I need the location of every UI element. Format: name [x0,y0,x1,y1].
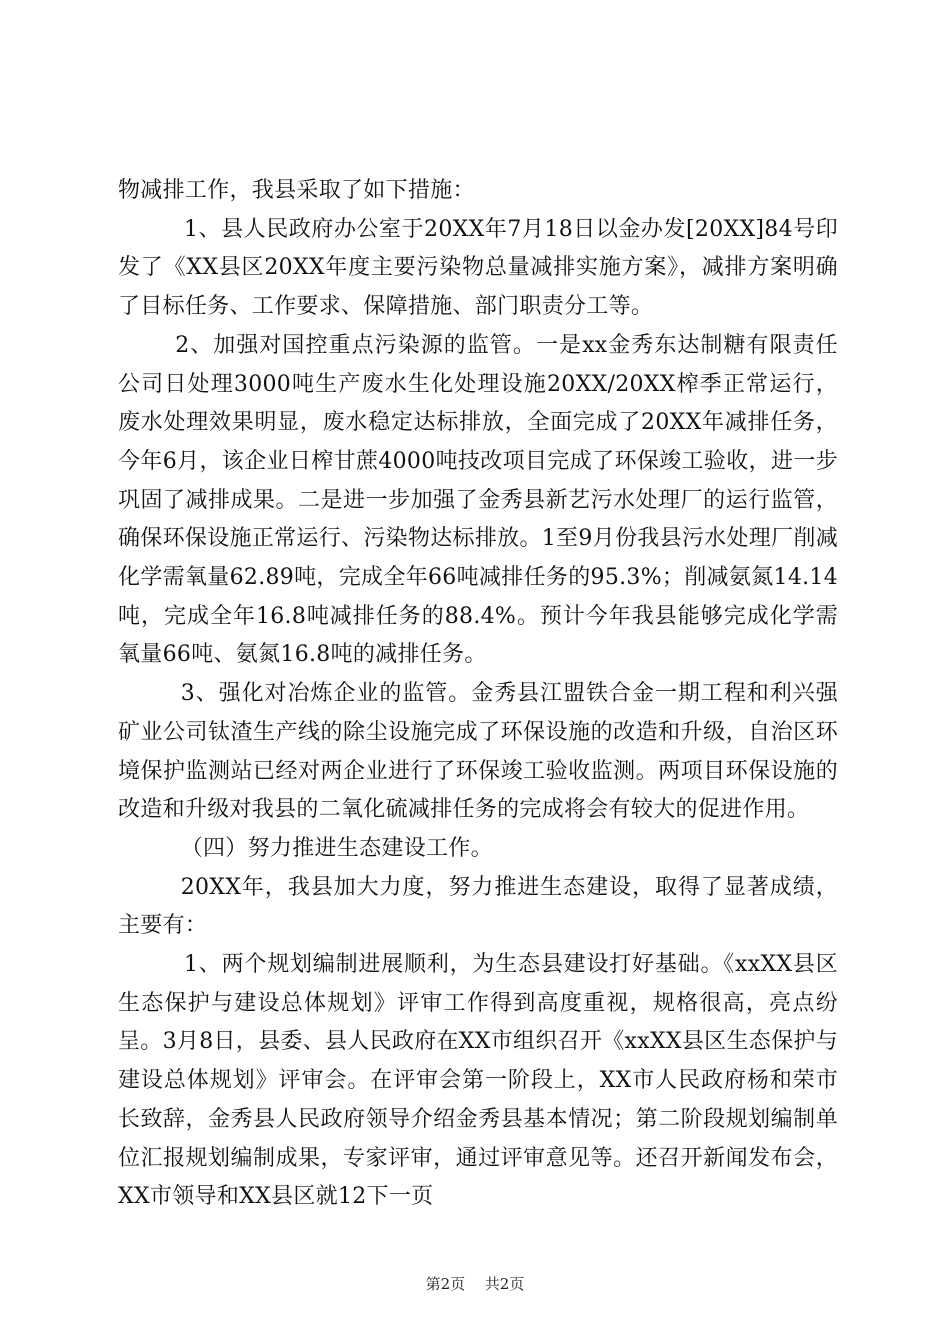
paragraph-continuation: 物减排工作，我县采取了如下措施： [118,178,475,203]
paragraph-item-2: 2、加强对国控重点污染源的监管。一是xx金秀东达制糖有限责任公司日处理3000吨生产废水生化处理设施20XX/20XX榨季正常运行，废水处理效果明显，废水稳定达标排放，全面完成了20XX年减排任务，今年6月，该企业日榨甘蔗4000吨技改项目完成了环保竣工验收，进一步巩固了减排成果。二是进一步加强了金秀县新艺污水处理厂的运行监管，确保环保设施正常运行、污染物达标排放。1至9月份我县污水处理厂削减化学需氧量62.89吨，完成全年66吨减排任务的95.3%；削减氨氮14.14吨，完成全年16.8吨减排任务的88.4%。预计今年我县能够完成化学需氧量66吨、氨氮16.8吨的减排任务。 [118,332,839,668]
document-body [118,172,838,1217]
page-number-total: 共2页 [484,1275,525,1293]
page-footer [0,1274,950,1294]
paragraph-item-1: 1、县人民政府办公室于20XX年7月18日以金办发[20XX]84号印发了《XX县区20XX年度主要污染物总量减排实施方案》，减排方案明确了目标任务、工作要求、保障措施、部门职责分工等。 [118,216,838,320]
paragraph-intro: 20XX年，我县加大力度，努力推进生态建设，取得了显著成绩，主要有： [118,874,838,939]
paragraph-plan-item-1: 1、两个规划编制进展顺利，为生态县建设打好基础。《xxXX县区生态保护与建设总体规划》评审工作得到高度重视，规格很高，亮点纷呈。3月8日，县委、县人民政府在XX市组织召开《xxXX县区生态保护与建设总体规划》评审会。在评审会第一阶段上，XX市人民政府杨和荣市长致辞，金秀县人民政府领导介绍金秀县基本情况；第二阶段规划编制单位汇报规划编制成果，专家评审，通过评审意见等。还召开新闻发布会，XX市领导和XX县区就12下一页 [118,952,838,1210]
section-heading-four: （四）努力推进生态建设工作。 [180,835,493,861]
paragraph-item-3: 3、强化对冶炼企业的监管。金秀县江盟铁合金一期工程和利兴强矿业公司钛渣生产线的除尘设施完成了环保设施的改造和升级，自治区环境保护监测站已经对两企业进行了环保竣工验收监测。两项目环保设施的改造和升级对我县的二氧化硫减排任务的完成将会有较大的促进作用。 [118,681,838,823]
page-number-current: 第2页 [425,1275,466,1293]
